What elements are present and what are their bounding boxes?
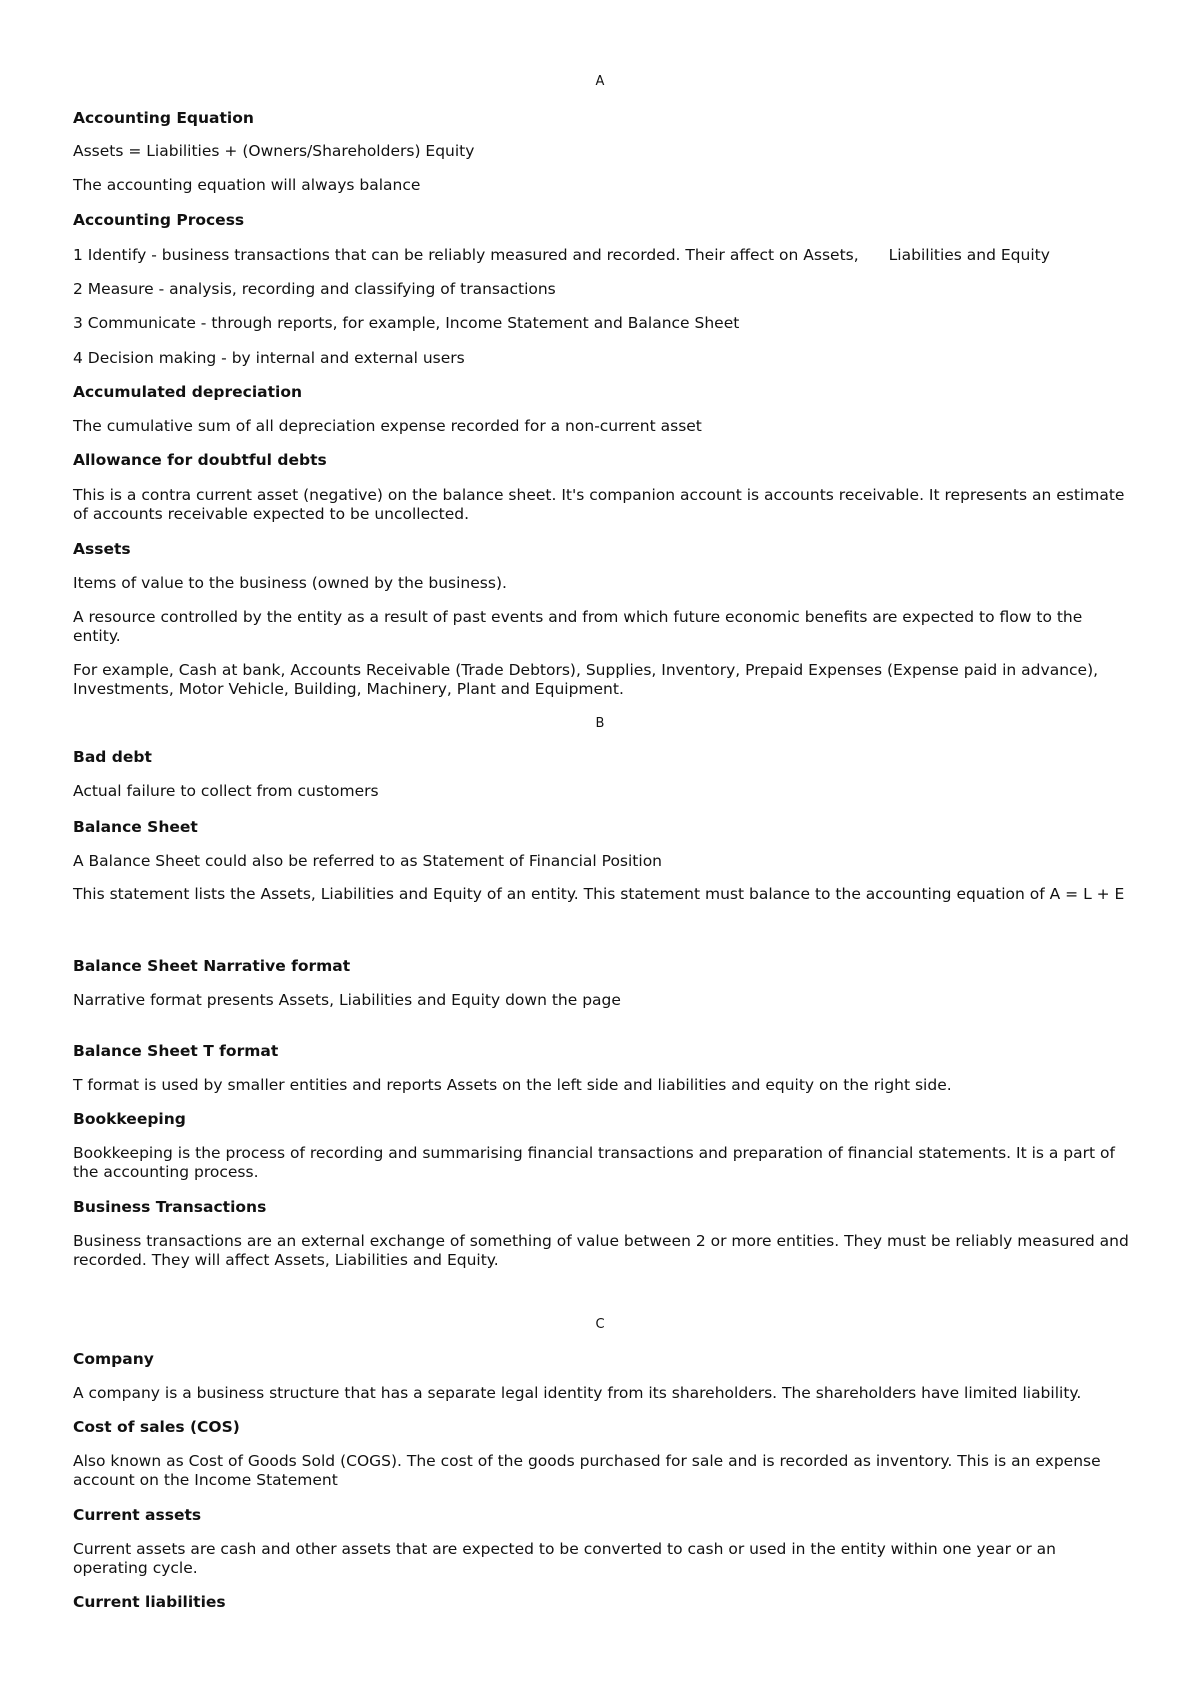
bad-debt-text: Actual failure to collect from customers bbox=[73, 782, 379, 800]
heading-balance-sheet-narrative: Balance Sheet Narrative format bbox=[73, 957, 351, 975]
assets-paragraph-3: For example, Cash at bank, Accounts Receivable (Trade Debtors), Supplies, Inventory, Prepaid Expenses (Expense paid in advance), Investments, Motor Vehicle, Building, Machinery, Plant and Equipment. bbox=[73, 661, 1099, 698]
heading-bad-debt: Bad debt bbox=[73, 748, 152, 766]
section-letter-b: B bbox=[595, 716, 605, 731]
t-format-text: T format is used by smaller entities and reports Assets on the left side and liabilities and equity on the right side. bbox=[73, 1076, 952, 1094]
accounting-equation-line-2: The accounting equation will always balance bbox=[73, 176, 421, 194]
heading-bookkeeping: Bookkeeping bbox=[73, 1110, 186, 1128]
heading-current-assets: Current assets bbox=[73, 1506, 202, 1524]
business-transactions-text: Business transactions are an external exchange of something of value between 2 or more entities. They must be reliably measured and recorded. They will affect Assets, Liabilities and Equity. bbox=[73, 1232, 1129, 1269]
accounting-equation-line-1: Assets = Liabilities + (Owners/Shareholders) Equity bbox=[73, 142, 475, 160]
section-letter-a: A bbox=[595, 74, 605, 89]
company-text: A company is a business structure that has a separate legal identity from its shareholders. The shareholders have limited liability. bbox=[73, 1384, 1082, 1402]
heading-balance-sheet-t-format: Balance Sheet T format bbox=[73, 1042, 279, 1060]
heading-balance-sheet: Balance Sheet bbox=[73, 818, 198, 836]
heading-accounting-process: Accounting Process bbox=[73, 211, 245, 229]
process-step-1-continuation: Liabilities and Equity bbox=[888, 246, 1050, 264]
process-step-3: 3 Communicate - through reports, for example, Income Statement and Balance Sheet bbox=[73, 314, 740, 332]
process-step-4: 4 Decision making - by internal and external users bbox=[73, 349, 465, 367]
heading-business-transactions: Business Transactions bbox=[73, 1198, 267, 1216]
assets-paragraph-2: A resource controlled by the entity as a result of past events and from which future economic benefits are expected to flow to the entity. bbox=[73, 608, 1083, 645]
assets-paragraph-1: Items of value to the business (owned by the business). bbox=[73, 574, 507, 592]
heading-assets: Assets bbox=[73, 540, 131, 558]
section-letter-c: C bbox=[595, 1317, 605, 1332]
heading-company: Company bbox=[73, 1350, 154, 1368]
bookkeeping-text: Bookkeeping is the process of recording and summarising financial transactions and preparation of financial statements. It is a part of the accounting process. bbox=[73, 1144, 1115, 1181]
heading-allowance-doubtful-debts: Allowance for doubtful debts bbox=[73, 451, 327, 469]
accumulated-depreciation-text: The cumulative sum of all depreciation expense recorded for a non-current asset bbox=[73, 417, 702, 435]
heading-cost-of-sales: Cost of sales (COS) bbox=[73, 1418, 240, 1436]
heading-current-liabilities: Current liabilities bbox=[73, 1593, 226, 1611]
current-assets-text: Current assets are cash and other assets that are expected to be converted to cash or used in the entity within one year or an operating cycle. bbox=[73, 1540, 1056, 1577]
allowance-text: This is a contra current asset (negative) on the balance sheet. It's companion account is accounts receivable. It represents an estimate of accounts receivable expected to be uncollected. bbox=[73, 486, 1125, 523]
heading-accounting-equation: Accounting Equation bbox=[73, 109, 254, 127]
process-step-2: 2 Measure - analysis, recording and classifying of transactions bbox=[73, 280, 556, 298]
process-step-1-text: 1 Identify - business transactions that can be reliably measured and recorded. Their affect on Assets, bbox=[73, 246, 859, 264]
balance-sheet-paragraph-2: This statement lists the Assets, Liabilities and Equity of an entity. This statement must balance to the accounting equation of A = L + E bbox=[73, 885, 1125, 903]
balance-sheet-paragraph-1: A Balance Sheet could also be referred to as Statement of Financial Position bbox=[73, 852, 662, 870]
heading-accumulated-depreciation: Accumulated depreciation bbox=[73, 383, 303, 401]
process-step-1 bbox=[73, 245, 1050, 265]
narrative-text: Narrative format presents Assets, Liabilities and Equity down the page bbox=[73, 991, 621, 1009]
cost-of-sales-text: Also known as Cost of Goods Sold (COGS). The cost of the goods purchased for sale and is recorded as inventory. This is an expense account on the Income Statement bbox=[73, 1452, 1101, 1489]
